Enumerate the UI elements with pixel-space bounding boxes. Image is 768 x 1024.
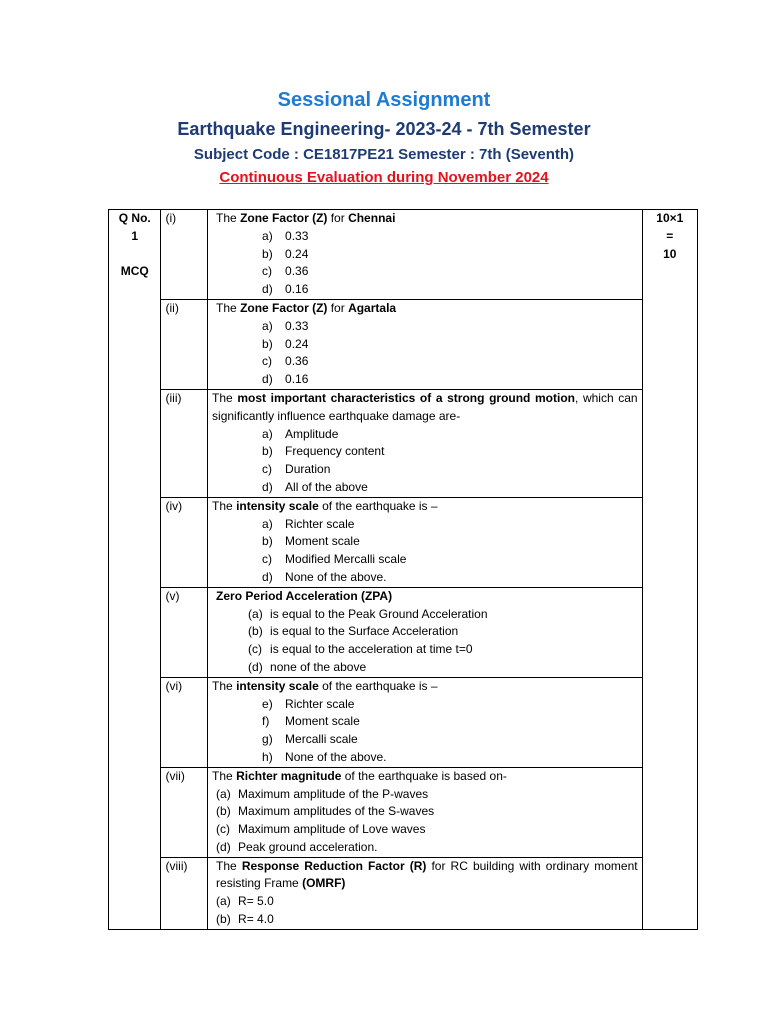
question-row [109, 857, 698, 929]
question-text-bold: (OMRF) [302, 876, 346, 891]
option-label: (b) [216, 912, 231, 927]
option-label: a) [262, 426, 273, 441]
evaluation-note: Continuous Evaluation during November 2024 [219, 169, 549, 186]
item-number: (iv) [165, 498, 183, 513]
question-text-segment: The [216, 858, 242, 873]
item-question-text [212, 768, 638, 786]
item-question-text [212, 588, 638, 606]
answer-option [212, 839, 638, 857]
option-text: Richter scale [285, 696, 355, 711]
answer-option [212, 479, 638, 497]
item-question-text [212, 858, 638, 894]
answer-option [212, 911, 638, 929]
question-text-segment: for [327, 300, 349, 315]
question-text-bold: Agartala [348, 300, 397, 315]
option-label: (a) [216, 894, 231, 909]
item-number-cell [161, 299, 208, 389]
question-text-segment: The [216, 211, 241, 225]
item-content-cell [208, 210, 643, 300]
item-content-cell [208, 497, 643, 587]
option-label: c) [262, 264, 273, 279]
question-row [109, 497, 698, 587]
option-label: (c) [248, 642, 263, 657]
question-text-segment: The [212, 498, 237, 513]
answer-option [212, 551, 638, 569]
item-number-cell [161, 210, 208, 300]
question-text-bold: intensity scale [236, 498, 319, 513]
question-text-segment: The [212, 768, 237, 783]
item-number: (i) [165, 211, 177, 225]
item-question-text [212, 498, 638, 516]
option-label: a) [262, 228, 273, 243]
answer-option [212, 461, 638, 479]
option-label: e) [262, 696, 273, 711]
answer-option [212, 713, 638, 731]
question-type: MCQ [120, 263, 149, 278]
question-number-cell [109, 210, 161, 930]
option-text: 0.36 [285, 264, 309, 279]
answer-option [212, 641, 638, 659]
item-number-cell [161, 677, 208, 767]
item-content-cell [208, 677, 643, 767]
option-text: Moment scale [285, 714, 360, 729]
question-text-bold: Zone Factor (Z) [240, 211, 328, 225]
course-title: Earthquake Engineering- 2023-24 - 7th Semester [177, 119, 591, 139]
item-content-cell [208, 389, 643, 497]
option-text: is equal to the Surface Acceleration [270, 624, 459, 639]
item-content-cell [208, 767, 643, 857]
answer-option [212, 803, 638, 821]
option-text: Mercalli scale [285, 732, 358, 747]
option-label: b) [262, 246, 273, 261]
answer-option [212, 533, 638, 551]
option-text: Amplitude [285, 426, 339, 441]
spacer [109, 246, 160, 263]
option-text: Peak ground acceleration. [238, 839, 378, 854]
answer-option [212, 731, 638, 749]
option-text: Duration [285, 462, 331, 477]
marks-line-3: 10 [663, 246, 677, 261]
option-text: All of the above [285, 479, 368, 494]
answer-option [212, 228, 638, 246]
option-label: d) [262, 372, 273, 387]
option-label: g) [262, 732, 273, 747]
option-label: d) [262, 282, 273, 297]
question-number-value: 1 [131, 228, 139, 243]
question-text-segment: of the earthquake is – [318, 498, 438, 513]
answer-option [212, 318, 638, 336]
question-table [108, 209, 698, 930]
answer-option [212, 696, 638, 714]
item-question-text [212, 210, 638, 228]
option-text: 0.33 [285, 318, 309, 333]
option-label: b) [262, 444, 273, 459]
question-text-segment: The [216, 300, 241, 315]
option-label: f) [262, 714, 270, 729]
question-text-segment: for RC building with ordinary moment resisting Frame [216, 858, 638, 891]
question-row [109, 677, 698, 767]
option-label: (d) [216, 839, 231, 854]
option-label: c) [262, 552, 273, 567]
option-text: Moment scale [285, 534, 360, 549]
question-text-bold: Richter magnitude [236, 768, 342, 783]
answer-option [212, 246, 638, 264]
option-label: c) [262, 354, 273, 369]
answer-option [212, 659, 638, 677]
item-number-cell [161, 857, 208, 929]
option-label: b) [262, 336, 273, 351]
answer-option [212, 371, 638, 389]
option-text: Richter scale [285, 516, 355, 531]
answer-option [212, 786, 638, 804]
question-row [109, 210, 698, 300]
question-text-segment: The [212, 390, 238, 405]
question-text-segment: for [327, 211, 349, 225]
option-text: none of the above [270, 659, 367, 674]
item-number-cell [161, 497, 208, 587]
option-label: b) [262, 534, 273, 549]
option-label: a) [262, 516, 273, 531]
question-text-segment: , which can significantly influence earthquake damage are- [212, 390, 638, 423]
option-text: Maximum amplitude of the P-waves [238, 786, 429, 801]
option-label: (b) [248, 624, 263, 639]
option-text: None of the above. [285, 749, 387, 764]
question-text-bold: Zero Period Acceleration (ZPA) [216, 588, 393, 603]
option-text: R= 4.0 [238, 912, 274, 927]
question-row [109, 299, 698, 389]
question-text-segment: The [212, 678, 237, 693]
question-text-bold: most important characteristics of a strong ground motion [237, 390, 575, 405]
option-text: R= 5.0 [238, 894, 274, 909]
document-title: Sessional Assignment [277, 89, 491, 111]
item-content-cell [208, 587, 643, 677]
option-text: 0.16 [285, 282, 309, 297]
item-number: (v) [165, 588, 180, 603]
answer-option [212, 353, 638, 371]
option-label: d) [262, 569, 273, 584]
item-content-cell [208, 857, 643, 929]
option-text: Maximum amplitudes of the S-waves [238, 804, 435, 819]
question-row [109, 767, 698, 857]
item-question-text [212, 300, 638, 318]
answer-option [212, 426, 638, 444]
option-text: 0.16 [285, 372, 309, 387]
option-text: 0.33 [285, 228, 309, 243]
answer-option [212, 263, 638, 281]
question-text-bold: Response Reduction Factor (R) [241, 858, 427, 873]
item-number: (ii) [165, 300, 179, 315]
question-text-bold: intensity scale [236, 678, 319, 693]
option-text: 0.24 [285, 336, 309, 351]
question-text-segment: of the earthquake is based on- [341, 768, 507, 783]
item-number: (iii) [165, 390, 182, 405]
item-number-cell [161, 587, 208, 677]
item-number-cell [161, 389, 208, 497]
option-text: Modified Mercalli scale [285, 552, 407, 567]
item-number: (vi) [165, 678, 183, 693]
option-text: Maximum amplitude of Love waves [238, 822, 426, 837]
marks-cell [642, 210, 697, 930]
item-content-cell [208, 299, 643, 389]
answer-option [212, 893, 638, 911]
question-row [109, 389, 698, 497]
answer-option [212, 749, 638, 767]
question-text-bold: Chennai [348, 211, 396, 225]
answer-option [212, 336, 638, 354]
item-number-cell [161, 767, 208, 857]
option-text: is equal to the acceleration at time t=0 [270, 642, 473, 657]
question-number-label: Q No. [118, 211, 151, 225]
answer-option [212, 821, 638, 839]
item-number: (viii) [165, 858, 188, 873]
option-label: (c) [216, 822, 231, 837]
item-number: (vii) [165, 768, 185, 783]
option-text: None of the above. [285, 569, 387, 584]
option-text: 0.36 [285, 354, 309, 369]
item-question-text [212, 390, 638, 426]
answer-option [212, 569, 638, 587]
option-text: is equal to the Peak Ground Acceleration [270, 606, 488, 621]
option-label: (a) [248, 606, 263, 621]
answer-option [212, 281, 638, 299]
option-label: d) [262, 479, 273, 494]
question-text-segment: of the earthquake is – [318, 678, 438, 693]
marks-line-1: 10×1 [656, 211, 684, 225]
answer-option [212, 606, 638, 624]
item-question-text [212, 678, 638, 696]
question-row [109, 587, 698, 677]
option-label: c) [262, 462, 273, 477]
option-label: a) [262, 318, 273, 333]
question-table-body [109, 210, 698, 930]
option-label: (d) [248, 659, 263, 674]
option-text: Frequency content [285, 444, 385, 459]
option-text: 0.24 [285, 246, 309, 261]
option-label: h) [262, 749, 273, 764]
answer-option [212, 623, 638, 641]
question-text-bold: Zone Factor (Z) [240, 300, 328, 315]
subject-code: Subject Code : CE1817PE21 Semester : 7th (Seventh) [193, 146, 575, 163]
answer-option [212, 443, 638, 461]
option-label: (a) [216, 786, 231, 801]
answer-option [212, 516, 638, 534]
marks-line-2: = [666, 228, 674, 243]
option-label: (b) [216, 804, 231, 819]
